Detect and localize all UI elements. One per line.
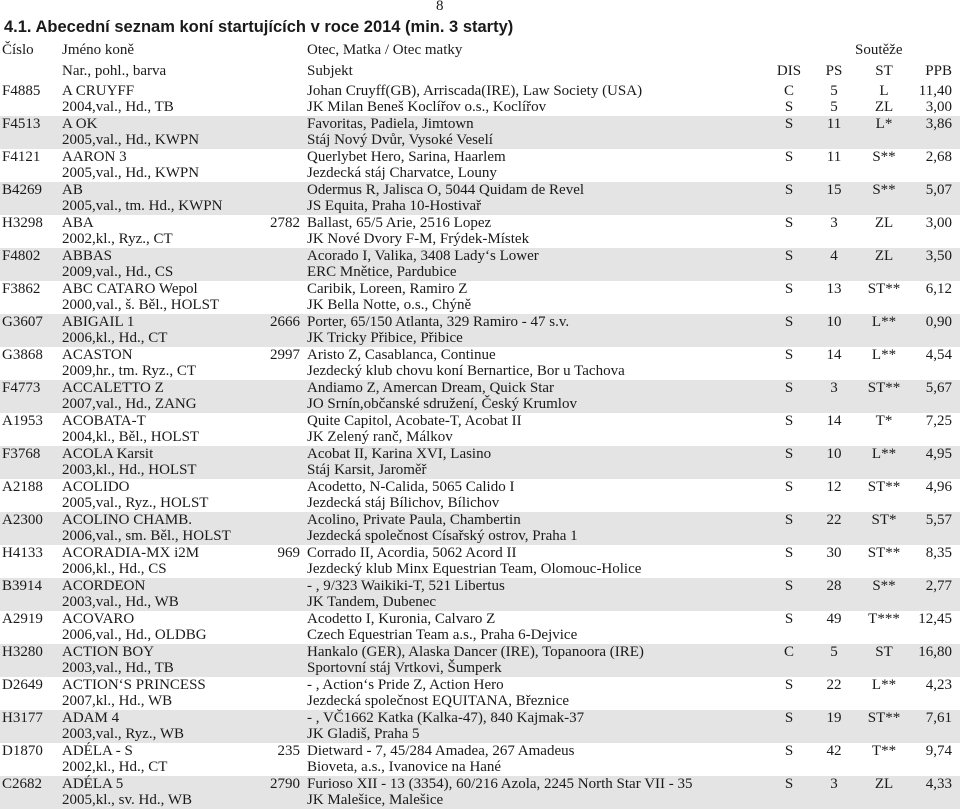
- pedigree: Querlybet Hero, Sarina, Haarlem: [307, 149, 506, 165]
- level: ST**: [867, 545, 901, 561]
- pedigree: Favoritas, Padiela, Jimtown: [307, 116, 474, 132]
- discipline: S: [784, 314, 794, 330]
- discipline: S: [784, 512, 794, 528]
- level: ZL: [874, 215, 894, 231]
- discipline: S: [784, 215, 794, 231]
- level: ST: [875, 644, 893, 660]
- level: ST**: [867, 479, 901, 495]
- registry-number: 2782: [270, 215, 300, 231]
- starts-count: 42: [826, 743, 842, 759]
- owner-subject: Stáj Karsit, Jaroměř: [307, 462, 427, 478]
- discipline: S: [784, 116, 794, 132]
- table-row: [0, 743, 960, 776]
- pedigree: Corrado II, Acordia, 5062 Acord II: [307, 545, 517, 561]
- horse-name: ADÉLA 5: [62, 776, 124, 792]
- owner-subject: JS Equita, Praha 10-Hostivař: [307, 198, 482, 214]
- owner-subject: JK Tandem, Dubenec: [307, 594, 437, 610]
- points-average: 3,86: [925, 116, 952, 132]
- points-average: 9,74: [925, 743, 952, 759]
- owner-subject: JK Bella Notte, o.s., Chýně: [307, 297, 472, 313]
- horse-name: ABIGAIL 1: [62, 314, 135, 330]
- horse-id: B3914: [2, 578, 43, 594]
- owner-subject: JK Nové Dvory F-M, Frýdek-Místek: [307, 231, 530, 247]
- starts-count: 11: [826, 116, 842, 132]
- horse-name: ACORADIA-MX i2M: [62, 545, 200, 561]
- level: T**: [871, 743, 897, 759]
- points-average: 0,90: [925, 314, 952, 330]
- starts-count: 13: [826, 281, 842, 297]
- points-average: 4,23: [925, 677, 952, 693]
- points-average: 8,35: [925, 545, 952, 561]
- horse-name: ACOLINO CHAMB.: [62, 512, 193, 528]
- level: T***: [868, 611, 900, 627]
- table-row: [0, 215, 960, 248]
- header-souteze: Soutěže: [855, 42, 903, 58]
- points-average: 3,50: [925, 248, 952, 264]
- birth-sex-color: 2003,val., Hd., TB: [62, 660, 174, 676]
- horse-name: ACOVARO: [62, 611, 135, 627]
- discipline: S: [784, 380, 794, 396]
- level: ST**: [867, 281, 901, 297]
- starts-count: 22: [826, 512, 842, 528]
- pedigree: Andiamo Z, Amercan Dream, Quick Star: [307, 380, 555, 396]
- owner-subject: JO Srnín,občanské sdružení, Český Krumlov: [307, 396, 577, 412]
- starts-count: 10: [826, 314, 842, 330]
- horse-name: A CRUYFF: [62, 83, 135, 99]
- table-row: [0, 446, 960, 479]
- horse-name: AB: [62, 182, 83, 198]
- registry-number: 235: [277, 743, 300, 759]
- discipline: S: [784, 149, 794, 165]
- horse-id: A1953: [2, 413, 43, 429]
- birth-sex-color: 2002,kl., Hd., CT: [62, 759, 168, 775]
- horse-id: A2919: [2, 611, 43, 627]
- birth-sex-color: 2005,val., tm. Hd., KWPN: [62, 198, 223, 214]
- birth-sex-color: 2006,kl., Hd., CS: [62, 561, 167, 577]
- horse-name: ACOLIDO: [62, 479, 130, 495]
- level: ST**: [867, 380, 901, 396]
- level: L**: [871, 677, 897, 693]
- points-average: 3,00: [925, 215, 952, 231]
- table-row: [0, 182, 960, 215]
- table-row: [0, 314, 960, 347]
- birth-sex-color: 2006,kl., Hd., CT: [62, 330, 168, 346]
- pedigree: Quite Capitol, Acobate-T, Acobat II: [307, 413, 522, 429]
- birth-sex-color: 2005,val., Ryz., HOLST: [62, 495, 209, 511]
- pedigree: - , Action‘s Pride Z, Action Hero: [307, 677, 504, 693]
- horse-name: ACCALETTO Z: [62, 380, 164, 396]
- discipline: C: [783, 83, 794, 99]
- registry-number: 2790: [270, 776, 300, 792]
- horse-id: H4133: [2, 545, 43, 561]
- discipline: S: [784, 545, 794, 561]
- points-average: 7,61: [925, 710, 952, 726]
- horse-id: F4773: [2, 380, 41, 396]
- discipline-2: S: [784, 99, 794, 115]
- starts-count: 22: [826, 677, 842, 693]
- page-title: 4.1. Abecední seznam koní startujících v roce 2014 (min. 3 starty): [4, 18, 514, 36]
- discipline: S: [784, 743, 794, 759]
- discipline: S: [784, 347, 794, 363]
- horse-name: ADÉLA - S: [62, 743, 133, 759]
- points-average: 5,67: [925, 380, 952, 396]
- starts-count: 14: [826, 347, 842, 363]
- owner-subject: Jezdecká společnost EQUITANA, Březnice: [307, 693, 570, 709]
- table-row: [0, 611, 960, 644]
- pedigree: Aristo Z, Casablanca, Continue: [307, 347, 496, 363]
- header-otec: Otec, Matka / Otec matky: [307, 42, 463, 58]
- birth-sex-color: 2004,val., Hd., TB: [62, 99, 174, 115]
- table-row: [0, 83, 960, 116]
- discipline: S: [784, 578, 794, 594]
- table-row: [0, 479, 960, 512]
- starts-count: 11: [826, 149, 842, 165]
- header-st: ST: [875, 63, 893, 79]
- pedigree: Acodetto I, Kuronia, Calvaro Z: [307, 611, 496, 627]
- level: L*: [875, 116, 893, 132]
- owner-subject: Jezdecký klub chovu koní Bernartice, Bor u Tachova: [307, 363, 625, 379]
- starts-count: 4: [830, 248, 838, 264]
- horse-name: AARON 3: [62, 149, 127, 165]
- points-average: 16,80: [918, 644, 952, 660]
- birth-sex-color: 2003,val., Ryz., WB: [62, 726, 185, 742]
- header-jmeno: Jméno koně: [62, 42, 135, 58]
- birth-sex-color: 2003,kl., Hd., HOLST: [62, 462, 197, 478]
- table-row: [0, 545, 960, 578]
- table-row: [0, 149, 960, 182]
- owner-subject: Jezdecká stáj Charvatce, Louny: [307, 165, 497, 181]
- horse-name: ABC CATARO Wepol: [62, 281, 198, 297]
- table-row: [0, 677, 960, 710]
- level: ST**: [867, 710, 901, 726]
- horse-id: H3298: [2, 215, 43, 231]
- owner-subject: JK Gladiš, Praha 5: [307, 726, 420, 742]
- pedigree: Acobat II, Karina XVI, Lasino: [307, 446, 492, 462]
- discipline: C: [783, 644, 794, 660]
- starts-count: 10: [826, 446, 842, 462]
- level: ZL: [874, 776, 894, 792]
- points-average: 7,25: [925, 413, 952, 429]
- horse-id: D2649: [2, 677, 43, 693]
- discipline: S: [784, 248, 794, 264]
- level: L**: [871, 446, 897, 462]
- discipline: S: [784, 479, 794, 495]
- starts-count: 5: [830, 644, 838, 660]
- level: S**: [872, 578, 896, 594]
- starts-count: 30: [826, 545, 842, 561]
- discipline: S: [784, 710, 794, 726]
- horse-name: ACOLA Karsit: [62, 446, 154, 462]
- horse-id: H3280: [2, 644, 43, 660]
- header-ppb: PPB: [925, 63, 952, 79]
- owner-subject: Jezdecký klub Minx Equestrian Team, Olomouc-Holice: [307, 561, 642, 577]
- birth-sex-color: 2003,val., Hd., WB: [62, 594, 179, 610]
- points-average: 4,33: [925, 776, 952, 792]
- birth-sex-color: 2007,kl., Hd., WB: [62, 693, 173, 709]
- horse-name: A OK: [62, 116, 98, 132]
- starts-count: 3: [830, 776, 838, 792]
- horse-name: ACTION‘S PRINCESS: [62, 677, 206, 693]
- table-row: [0, 116, 960, 149]
- owner-subject: Czech Equestrian Team a.s., Praha 6-Dejvice: [307, 627, 578, 643]
- horse-table: [0, 83, 960, 809]
- owner-subject: ERC Mnětice, Pardubice: [307, 264, 457, 280]
- table-row: [0, 578, 960, 611]
- points-average: 4,54: [925, 347, 952, 363]
- birth-sex-color: 2000,val., š. Běl., HOLST: [62, 297, 220, 313]
- header-dis: DIS: [776, 63, 802, 79]
- horse-name: ACOBATA-T: [62, 413, 146, 429]
- points-average: 5,07: [925, 182, 952, 198]
- level-2: ZL: [874, 99, 894, 115]
- horse-id: F4885: [2, 83, 41, 99]
- level: S**: [872, 182, 896, 198]
- birth-sex-color: 2007,val., Hd., ZANG: [62, 396, 197, 412]
- table-row: [0, 512, 960, 545]
- header-subjekt: Subjekt: [307, 63, 353, 79]
- header-cislo: Číslo: [2, 42, 34, 58]
- points-average: 11,40: [918, 83, 952, 99]
- points-average: 6,12: [925, 281, 952, 297]
- horse-id: A2188: [2, 479, 43, 495]
- pedigree: - , VČ1662 Katka (Kalka-47), 840 Kajmak-37: [307, 710, 585, 726]
- horse-name: ABBAS: [62, 248, 113, 264]
- pedigree: Acorado I, Valika, 3408 Lady‘s Lower: [307, 248, 539, 264]
- pedigree: - , 9/323 Waikiki-T, 521 Libertus: [307, 578, 505, 594]
- pedigree: Johan Cruyff(GB), Arriscada(IRE), Law Society (USA): [307, 83, 643, 99]
- horse-id: F3768: [2, 446, 41, 462]
- pedigree: Caribik, Loreen, Ramiro Z: [307, 281, 468, 297]
- birth-sex-color: 2005,val., Hd., KWPN: [62, 165, 200, 181]
- starts-count-2: 5: [830, 99, 838, 115]
- starts-count: 5: [830, 83, 838, 99]
- starts-count: 3: [830, 380, 838, 396]
- points-average: 12,45: [918, 611, 952, 627]
- discipline: S: [784, 446, 794, 462]
- registry-number: 969: [277, 545, 300, 561]
- owner-subject: Stáj Nový Dvůr, Vysoké Veselí: [307, 132, 493, 148]
- points-average: 4,95: [925, 446, 952, 462]
- horse-id: F4121: [2, 149, 41, 165]
- owner-subject: JK Milan Beneš Koclířov o.s., Koclířov: [307, 99, 547, 115]
- horse-name: ADAM 4: [62, 710, 120, 726]
- horse-id: A2300: [2, 512, 43, 528]
- birth-sex-color: 2009,val., Hd., CS: [62, 264, 174, 280]
- horse-name: ACASTON: [62, 347, 133, 363]
- starts-count: 28: [826, 578, 842, 594]
- horse-id: G3868: [2, 347, 43, 363]
- pedigree: Dietward - 7, 45/284 Amadea, 267 Amadeus: [307, 743, 575, 759]
- horse-name: ACORDEON: [62, 578, 146, 594]
- birth-sex-color: 2009,hr., tm. Ryz., CT: [62, 363, 196, 379]
- pedigree: Acodetto, N-Calida, 5065 Calido I: [307, 479, 515, 495]
- birth-sex-color: 2006,val., sm. Běl., HOLST: [62, 528, 231, 544]
- pedigree: Acolino, Private Paula, Chambertin: [307, 512, 521, 528]
- level: L**: [871, 314, 897, 330]
- owner-subject: Jezdecká stáj Bílichov, Bílichov: [307, 495, 500, 511]
- table-row: [0, 380, 960, 413]
- horse-id: F3862: [2, 281, 41, 297]
- owner-subject: JK Malešice, Malešice: [307, 792, 444, 808]
- horse-id: G3607: [2, 314, 43, 330]
- starts-count: 14: [826, 413, 842, 429]
- discipline: S: [784, 281, 794, 297]
- page-number: 8: [436, 0, 444, 14]
- birth-sex-color: 2002,kl., Ryz., CT: [62, 231, 173, 247]
- registry-number: 2997: [270, 347, 300, 363]
- horse-id: F4513: [2, 116, 41, 132]
- discipline: S: [784, 182, 794, 198]
- horse-name: ACTION BOY: [62, 644, 155, 660]
- starts-count: 19: [826, 710, 842, 726]
- horse-id: B4269: [2, 182, 43, 198]
- points-average: 5,57: [925, 512, 952, 528]
- points-average: 4,96: [925, 479, 952, 495]
- horse-name: ABA: [62, 215, 94, 231]
- owner-subject: Jezdecká společnost Císařský ostrov, Praha 1: [307, 528, 578, 544]
- starts-count: 49: [826, 611, 842, 627]
- header-ps: PS: [825, 63, 843, 79]
- owner-subject: Sportovní stáj Vrtkovi, Šumperk: [307, 660, 502, 676]
- points-average-2: 3,00: [925, 99, 952, 115]
- pedigree: Odermus R, Jalisca O, 5044 Quidam de Revel: [307, 182, 585, 198]
- registry-number: 2666: [270, 314, 300, 330]
- level: ST*: [871, 512, 897, 528]
- discipline: S: [784, 677, 794, 693]
- horse-id: D1870: [2, 743, 43, 759]
- level: T*: [875, 413, 893, 429]
- birth-sex-color: 2006,val., Hd., OLDBG: [62, 627, 207, 643]
- starts-count: 15: [826, 182, 842, 198]
- table-row: [0, 281, 960, 314]
- table-row: [0, 644, 960, 677]
- birth-sex-color: 2005,val., Hd., KWPN: [62, 132, 200, 148]
- level: S**: [872, 149, 896, 165]
- pedigree: Furioso XII - 13 (3354), 60/216 Azola, 2245 North Star VII - 35: [307, 776, 693, 792]
- pedigree: Hankalo (GER), Alaska Dancer (IRE), Topanoora (IRE): [307, 644, 644, 660]
- horse-id: F4802: [2, 248, 41, 264]
- owner-subject: Bioveta, a.s., Ivanovice na Hané: [307, 759, 502, 775]
- table-row: [0, 248, 960, 281]
- level: ZL: [874, 248, 894, 264]
- discipline: S: [784, 611, 794, 627]
- owner-subject: JK Tricky Přibice, Přibice: [307, 330, 463, 346]
- table-row: [0, 347, 960, 380]
- level: L**: [871, 347, 897, 363]
- starts-count: 12: [826, 479, 842, 495]
- horse-id: H3177: [2, 710, 43, 726]
- birth-sex-color: 2004,kl., Běl., HOLST: [62, 429, 200, 445]
- level: L: [879, 83, 889, 99]
- pedigree: Ballast, 65/5 Arie, 2516 Lopez: [307, 215, 492, 231]
- discipline: S: [784, 413, 794, 429]
- owner-subject: JK Zelený ranč, Málkov: [307, 429, 453, 445]
- header-nar: Nar., pohl., barva: [62, 63, 167, 79]
- pedigree: Porter, 65/150 Atlanta, 329 Ramiro - 47 s.v.: [307, 314, 570, 330]
- discipline: S: [784, 776, 794, 792]
- birth-sex-color: 2005,kl., sv. Hd., WB: [62, 792, 193, 808]
- table-row: [0, 710, 960, 743]
- table-row: [0, 413, 960, 446]
- horse-id: C2682: [2, 776, 43, 792]
- points-average: 2,77: [925, 578, 952, 594]
- starts-count: 3: [830, 215, 838, 231]
- points-average: 2,68: [925, 149, 952, 165]
- table-row: [0, 776, 960, 809]
